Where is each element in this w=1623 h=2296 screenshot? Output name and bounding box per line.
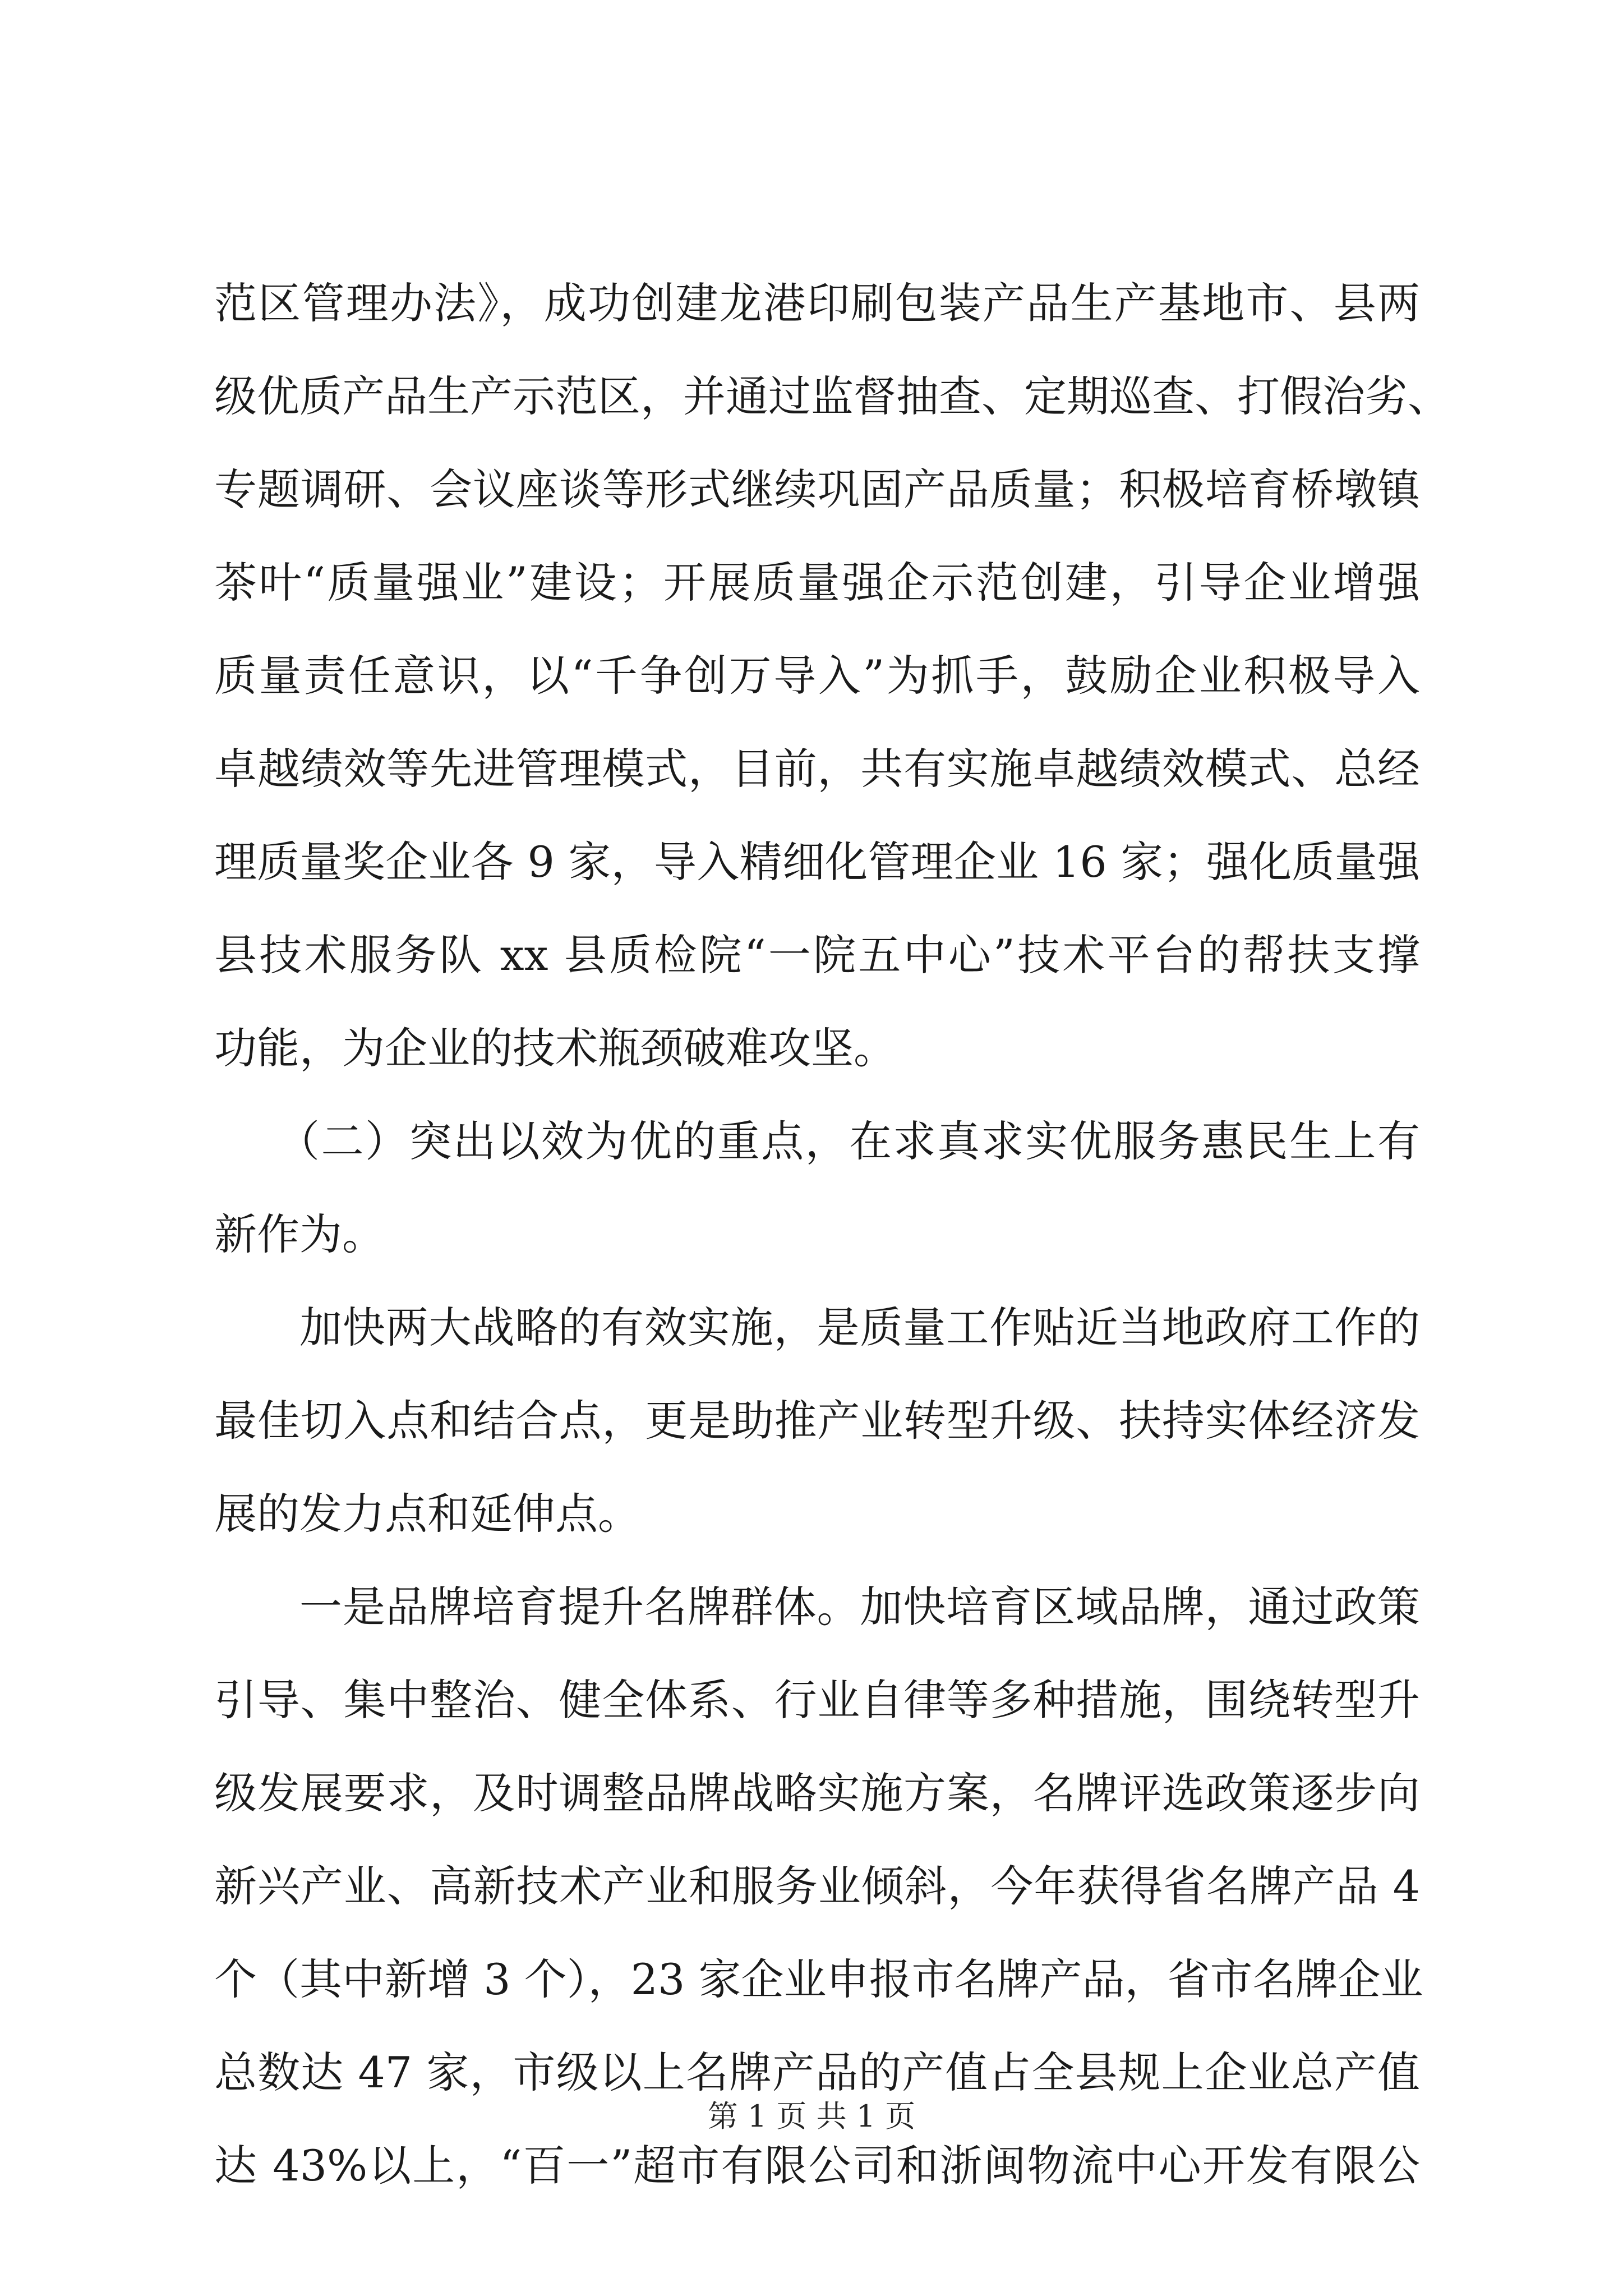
- text-line: 功能，为企业的技术瓶颈破难攻坚。: [214, 1023, 896, 1073]
- text-line: 县技术服务队 xx 县质检院“一院五中心”技术平台的帮扶支撑: [214, 930, 1420, 980]
- text-line: 总数达 47 家，市级以上名牌产品的产值占全县规上企业总产值: [214, 2047, 1420, 2097]
- text-line: 专题调研、会议座谈等形式继续巩固产品质量；积极培育桥墩镇: [214, 464, 1420, 514]
- text-line: 级发展要求，及时调整品牌战略实施方案，名牌评选政策逐步向: [214, 1768, 1420, 1818]
- section-heading: （二）突出以效为优的重点，在求真求实优服务惠民生上有: [277, 1116, 1420, 1166]
- paragraph-start: 加快两大战略的有效实施，是质量工作贴近当地政府工作的: [299, 1303, 1420, 1352]
- text-line: 质量责任意识，以“千争创万导入”为抓手，鼓励企业积极导入: [214, 651, 1420, 701]
- text-line: 茶叶“质量强业”建设；开展质量强企示范创建，引导企业增强: [214, 558, 1420, 608]
- text-line: 理质量奖企业各 9 家，导入精细化管理企业 16 家；强化质量强: [214, 837, 1420, 887]
- text-line: 展的发力点和延伸点。: [214, 1489, 640, 1539]
- text-line: 引导、集中整治、健全体系、行业自律等多种措施，围绕转型升: [214, 1675, 1420, 1725]
- text-line: 个（其中新增 3 个），23 家企业申报市名牌产品，省市名牌企业: [214, 1954, 1423, 2004]
- paragraph-start: 一是品牌培育提升名牌群体。加快培育区域品牌，通过政策: [299, 1582, 1420, 1632]
- page-footer: 第 1 页 共 1 页: [707, 2099, 916, 2134]
- text-line: 范区管理办法》，成功创建龙港印刷包装产品生产基地市、县两: [214, 278, 1420, 328]
- text-line: 卓越绩效等先进管理模式，目前，共有实施卓越绩效模式、总经: [214, 744, 1420, 794]
- text-line: 最佳切入点和结合点，更是助推产业转型升级、扶持实体经济发: [214, 1396, 1420, 1446]
- text-line: 新兴产业、高新技术产业和服务业倾斜，今年获得省名牌产品 4: [214, 1861, 1420, 1911]
- body-text: [214, 257, 1450, 2212]
- text-line: 级优质产品生产示范区，并通过监督抽查、定期巡查、打假治劣、: [214, 371, 1450, 421]
- text-line: 达 43%以上，“百一”超市有限公司和浙闽物流中心开发有限公: [214, 2141, 1420, 2191]
- section-heading-continued: 新作为。: [214, 1209, 385, 1259]
